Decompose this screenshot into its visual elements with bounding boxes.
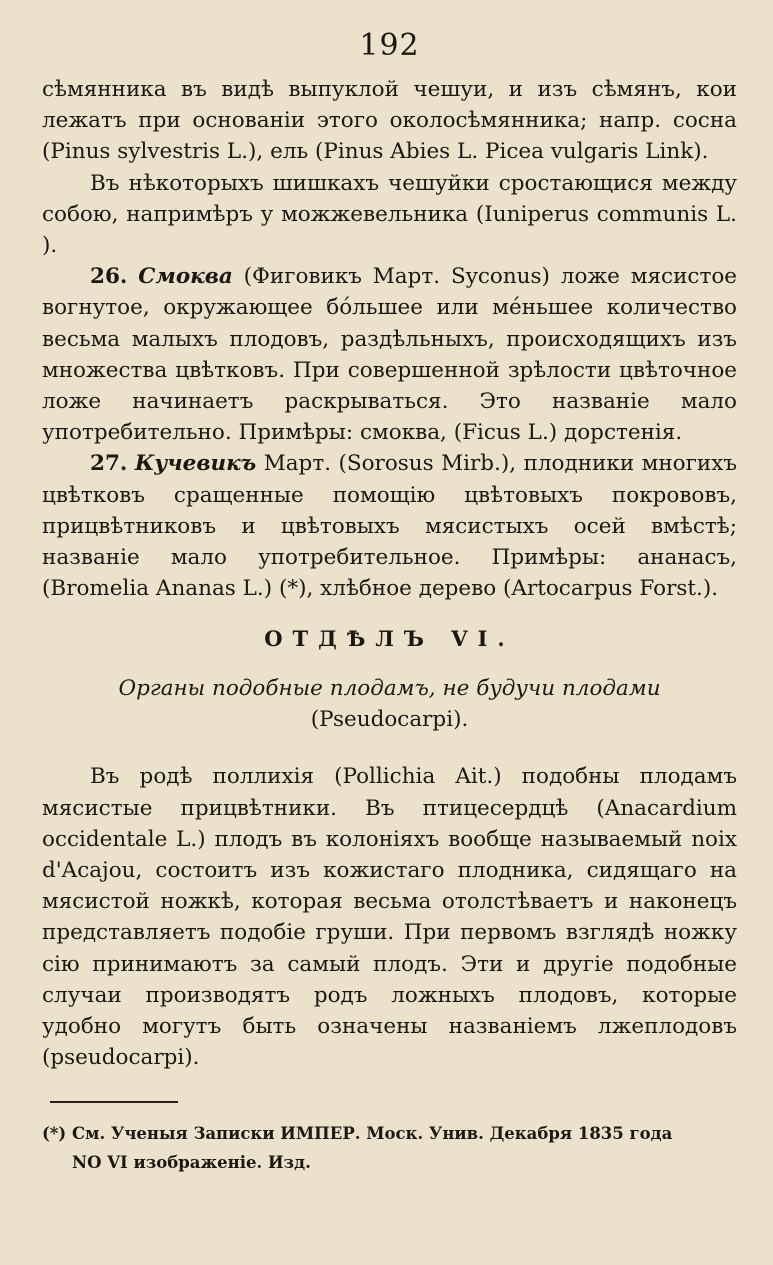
paragraph-1: сѣмянника въ видѣ выпуклой чешуи, и изъ сѣмянъ, кои лежатъ при основаніи этого околосѣмянника; напр. сосна (Pinus sylvestris L.), ель (Pinus Abies L. Picea vulgaris Link).	[42, 77, 737, 165]
item-number-27: 27.	[90, 451, 128, 477]
section-subtitle-text: Органы подобные плодамъ, не будучи плодами	[118, 676, 661, 702]
term-smokva: Смоква	[138, 264, 233, 290]
term-kuchevik: Кучевикъ	[134, 451, 257, 477]
footnote-line-2: NO VI изображеніе. Изд.	[72, 1153, 311, 1173]
section-title: ОТДѢЛЪ VI.	[264, 626, 515, 652]
footnote-divider	[50, 1101, 178, 1103]
paragraph-26	[42, 261, 737, 448]
paragraph-26-text: (Фиговикъ Март. Syconus) ложе мясистое вогнутое, окружающее бо́льшее или ме́ньшее количество весьма малыхъ плодовъ, раздѣльныхъ, происходящихъ изъ множества цвѣтковъ. При совершенной зрѣлости цвѣточное ложе начинаетъ раскрываться. Это названіе мало употребительно. Примѣры: смоква, (Ficus L.) дорстенія.	[42, 264, 738, 446]
section-paragraph: Въ родѣ поллихія (Pollichia Ait.) подобны плодамъ мясистые прицвѣтники. Въ птицесердцѣ (Anacardium occidentale L.) плодъ въ колоніяхъ вообще называемый noix d'Acajou, состоитъ изъ кожистаго плодника, сидящаго на мясистой ножкѣ, которая весьма отолстѣваетъ и наконецъ представляетъ подобіе груши. При первомъ взглядѣ ножку сію принимаютъ за самый плодъ. Эти и другіе подобные случаи производятъ родъ ложныхъ плодовъ, которые удобно могутъ быть означены названіемъ лжеплодовъ (pseudocarpi).	[42, 764, 737, 1071]
footnote-line-1: (*) См. Ученыя Записки ИМПЕР. Моск. Унив. Декабря 1835 года	[42, 1124, 673, 1144]
page-number: 192	[359, 28, 420, 63]
footnote	[42, 1119, 737, 1177]
item-number-26: 26.	[90, 264, 128, 290]
paragraph-27-text: Март. (Sorosus Mirb.), плодники многихъ цвѣтковъ сращенные помощію цвѣтовыхъ покрововъ, прицвѣтниковъ и цвѣтовыхъ мясистыхъ осей вмѣстѣ; названіе мало употребительное. Примѣры: ананасъ, (Bromelia Ananas L.) (*), хлѣбное дерево (Artocarpus Forst.).	[42, 451, 737, 602]
section-subtitle	[42, 673, 737, 735]
paragraph-2: Въ нѣкоторыхъ шишкахъ чешуйки сростающися между собою, напримѣръ у можжевельника (Iuniperus communis L. ).	[42, 170, 737, 259]
section-subtitle-latin: (Pseudocarpi).	[310, 707, 469, 733]
paragraph-27	[42, 448, 737, 604]
